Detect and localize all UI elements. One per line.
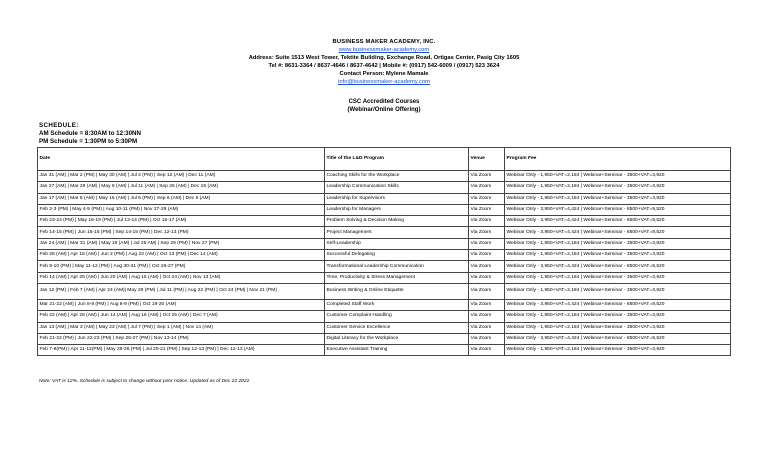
cell-venue: Via Zoom (469, 272, 505, 283)
cell-venue: Via Zoom (469, 171, 505, 182)
website-link[interactable]: www.businessmaker-academy.com (338, 47, 430, 53)
table-body (38, 171, 731, 356)
table-row (38, 322, 731, 333)
cell-program-fee: Webinar Only - 3,950+VAT=4,424 | Webinar+Seminar - 8500+VAT=9,520 (505, 227, 731, 238)
cell-program-title: Time, Productivity & Stress Management (325, 272, 469, 283)
table-row (38, 227, 731, 238)
cell-program-fee: Webinar Only - 3,950+VAT=4,424 | Webinar+Seminar - 8500+VAT=9,520 (505, 299, 731, 310)
cell-venue: Via Zoom (469, 238, 505, 249)
table-row (38, 261, 731, 272)
cell-date: Feb 14 (AM) | Apr 25 (AM) | Jun 20 (AM) | Aug 15 (AM) | Oct 24 (AM) | Nov 13 (AM) (38, 272, 325, 283)
cell-date: Feb 23-24 (PM) | May 18-19 (PM) | Jul 13-14 (PM) | Oct 16-17 (AM) (38, 216, 325, 227)
table-row (38, 171, 731, 182)
cell-date: Feb 28 (AM) | Apr 18 (AM) | Jun 2 (PM) | Aug 23 (AM) | Oct 13 (PM) | Dec 14 (AM) (38, 250, 325, 261)
telephone-line: Tel #: 8631-3364 / 8637-4646 / 8637-4642 | Mobile #: (0917) 542-6009 / (0917) 523 3624 (268, 63, 500, 69)
cell-program-title: Leadership for Managers (325, 204, 469, 215)
cell-date: Mar 21-22 (AM) | Jun 8-9 (PM) | Aug 8-9 (PM) | Oct 19-20 (AM) (38, 299, 325, 310)
courses-heading (0, 98, 768, 114)
courses-title: CSC Accredited Courses (348, 99, 420, 105)
table-row (38, 193, 731, 204)
cell-program-title: Self-Leadership (325, 238, 469, 249)
cell-program-title: Leadership for Supervisors (325, 193, 469, 204)
cell-venue: Via Zoom (469, 333, 505, 344)
cell-program-fee: Webinar Only - 1,950+VAT=2,184 | Webinar+Seminar - 3500+VAT=3,920 (505, 322, 731, 333)
cell-program-fee: Webinar Only - 3,950+VAT=4,424 | Webinar+Seminar - 8500+VAT=9,520 (505, 216, 731, 227)
footnote: Note: VAT is 12%. Schedule is subject to change without prior notice. Updated as of Dec 22 2022 (39, 379, 250, 384)
cell-venue: Via Zoom (469, 311, 505, 322)
cell-venue: Via Zoom (469, 216, 505, 227)
cell-date: Jan 12 (PM) | Feb 7 (AM) | Apr 24 (AM)| May 29 (PM) | Jul 11 (PM) | Aug 22 (PM) | Oct 24 (PM) | Nov 21 (PM) (38, 283, 325, 299)
cell-program-title: Successful Delegating (325, 250, 469, 261)
cell-date: Feb 22 (AM) | Apr 26 (AM) | Jun 14 (AM) | Aug 16 (AM) | Oct 25 (AM) | Dec 7 (AM) (38, 311, 325, 322)
cell-date: Feb 7-8(PM) | Apr 11-12(PM) | May 25-26 (PM) | Jul 20-21 (PM) | Sep 12-13 (PM) | Dec 12-13 (AM) (38, 345, 325, 356)
cell-program-fee: Webinar Only - 1,950+VAT=2,184 | Webinar+Seminar - 3500+VAT=3,920 (505, 182, 731, 193)
cell-program-fee: Webinar Only - 1,950+VAT=2,184 | Webinar+Seminar - 3500+VAT=3,920 (505, 272, 731, 283)
cell-program-title: Customer Complaint Handling (325, 311, 469, 322)
header-date: Date (38, 148, 325, 171)
cell-venue: Via Zoom (469, 261, 505, 272)
contact-person: Contact Person: Mylene Mamale (339, 71, 429, 77)
cell-program-title: Leadership Communication Skills (325, 182, 469, 193)
cell-program-title: Coaching Skills for the Workplace (325, 171, 469, 182)
cell-venue: Via Zoom (469, 204, 505, 215)
cell-program-fee: Webinar Only - 1,950+VAT=2,184 | Webinar+Seminar - 3500+VAT=3,920 (505, 250, 731, 261)
cell-program-fee: Webinar Only - 3,950+VAT=4,424 | Webinar+Seminar - 8500+VAT=9,520 (505, 261, 731, 272)
cell-program-title: Transformational Leadership Communication (325, 261, 469, 272)
cell-venue: Via Zoom (469, 250, 505, 261)
table-row (38, 345, 731, 356)
table-row (38, 311, 731, 322)
cell-program-title: Executive Assistant Training (325, 345, 469, 356)
cell-program-fee: Webinar Only - 3,950+VAT=4,424 | Webinar+Seminar - 8500+VAT=9,520 (505, 333, 731, 344)
table-header-row (38, 148, 731, 171)
cell-program-title: Business Writing & Online Etiquette (325, 283, 469, 299)
cell-program-title: Project Management (325, 227, 469, 238)
cell-program-title: Digital Literacy for the Workplace (325, 333, 469, 344)
cell-venue: Via Zoom (469, 283, 505, 299)
cell-program-fee: Webinar Only - 3,950+VAT=4,424 | Webinar+Seminar - 8500+VAT=9,520 (505, 204, 731, 215)
cell-program-fee: Webinar Only - 1,950+VAT=2,184 | Webinar+Seminar - 3500+VAT=3,920 (505, 238, 731, 249)
cell-program-title: Completed Staff Work (325, 299, 469, 310)
schedule-title: SCHEDULE: (39, 122, 79, 129)
cell-venue: Via Zoom (469, 227, 505, 238)
cell-program-title: Customer Service Excellence (325, 322, 469, 333)
cell-venue: Via Zoom (469, 193, 505, 204)
header-title: Title of the L&D Program (325, 148, 469, 171)
table-row (38, 216, 731, 227)
cell-venue: Via Zoom (469, 345, 505, 356)
table-row (38, 299, 731, 310)
cell-program-fee: Webinar Only - 1,950+VAT=2,184 | Webinar+Seminar - 3500+VAT=3,920 (505, 311, 731, 322)
cell-date: Jan 24 (AM) | Mar 31 (AM) | May 19 (AM) | Jul 25 AM) | Sep 29 (PM) | Nov 27 (PM) (38, 238, 325, 249)
cell-date: Jan 17 (AM) | Mar 8 (AM) | May 16 (AM) | Jul 5 (PM) | Sep 6 (AM) | Dec 5 (AM) (38, 193, 325, 204)
header-fee: Program Fee (505, 148, 731, 171)
table-row (38, 250, 731, 261)
cell-program-fee: Webinar Only - 1,950+VAT=2,184 | Webinar+Seminar - 3500+VAT=3,920 (505, 171, 731, 182)
cell-venue: Via Zoom (469, 322, 505, 333)
table-row (38, 204, 731, 215)
address-line: Address: Suite 1513 West Tower, Tektite Building, Exchange Road, Ortigas Center, Pasig City 1605 (248, 55, 520, 61)
cell-date: Feb 21-22 (PM) | Jun 22-23 (PM) | Sep 26-27 (PM) | Nov 13-14 (PM) (38, 333, 325, 344)
cell-venue: Via Zoom (469, 182, 505, 193)
cell-program-fee: Webinar Only - 1,950+VAT=2,184 | Webinar+Seminar - 3500+VAT=3,920 (505, 283, 731, 299)
document-header (0, 38, 768, 86)
cell-date: Jan 31 (AM) | Mar 2 (PM) | May 30 (AM) | Jul 4 (PM) | Sep 12 (AM) | Dec 11 (AM) (38, 171, 325, 182)
cell-program-fee: Webinar Only - 1,950+VAT=2,184 | Webinar+Seminar - 3500+VAT=3,920 (505, 193, 731, 204)
table-row (38, 333, 731, 344)
courses-subtitle: (Webinar/Online Offering) (347, 107, 421, 113)
cell-program-fee: Webinar Only - 1,950+VAT=2,184 | Webinar+Seminar - 3500+VAT=3,920 (505, 345, 731, 356)
cell-date: Jan 27 (AM) | Mar 29 (AM) | May 9 (AM) | Jul 11 (AM) | Sep 26 (AM) | Dec 15 (AM) (38, 182, 325, 193)
header-venue: Venue (469, 148, 505, 171)
table-row (38, 272, 731, 283)
company-name: BUSINESS MAKER ACADEMY, INC. (332, 39, 436, 45)
table-row (38, 283, 731, 299)
email-link[interactable]: info@businessmaker-academy.com (338, 79, 430, 85)
cell-date: Feb 2-3 (PM) | May 4-5 (PM) | Aug 10-11 (PM) | Nov 27-28 (AM) (38, 204, 325, 215)
schedule-block (39, 122, 141, 146)
table-row (38, 238, 731, 249)
cell-date: Jan 13 (AM) | Mar 3 (AM) | May 23 (AM) | Jul 7 (PM) | Sep 1 (AM) | Nov 14 (AM) (38, 322, 325, 333)
course-schedule-table (37, 147, 731, 356)
table-row (38, 182, 731, 193)
pm-schedule: PM Schedule = 1:30PM to 5:30PM (39, 138, 138, 145)
am-schedule: AM Schedule = 8:30AM to 12:30NN (39, 130, 141, 137)
cell-date: Feb 14-15 (PM) | Jun 15-16 (PM) | Sep 14-15 (PM) | Dec 12-13 (PM) (38, 227, 325, 238)
cell-program-title: Problem Solving & Decision Making (325, 216, 469, 227)
cell-date: Feb 9-10 (PM) | May 11-12 (PM) | Aug 30-31 (PM) | Oct 26-27 (PM) (38, 261, 325, 272)
cell-venue: Via Zoom (469, 299, 505, 310)
